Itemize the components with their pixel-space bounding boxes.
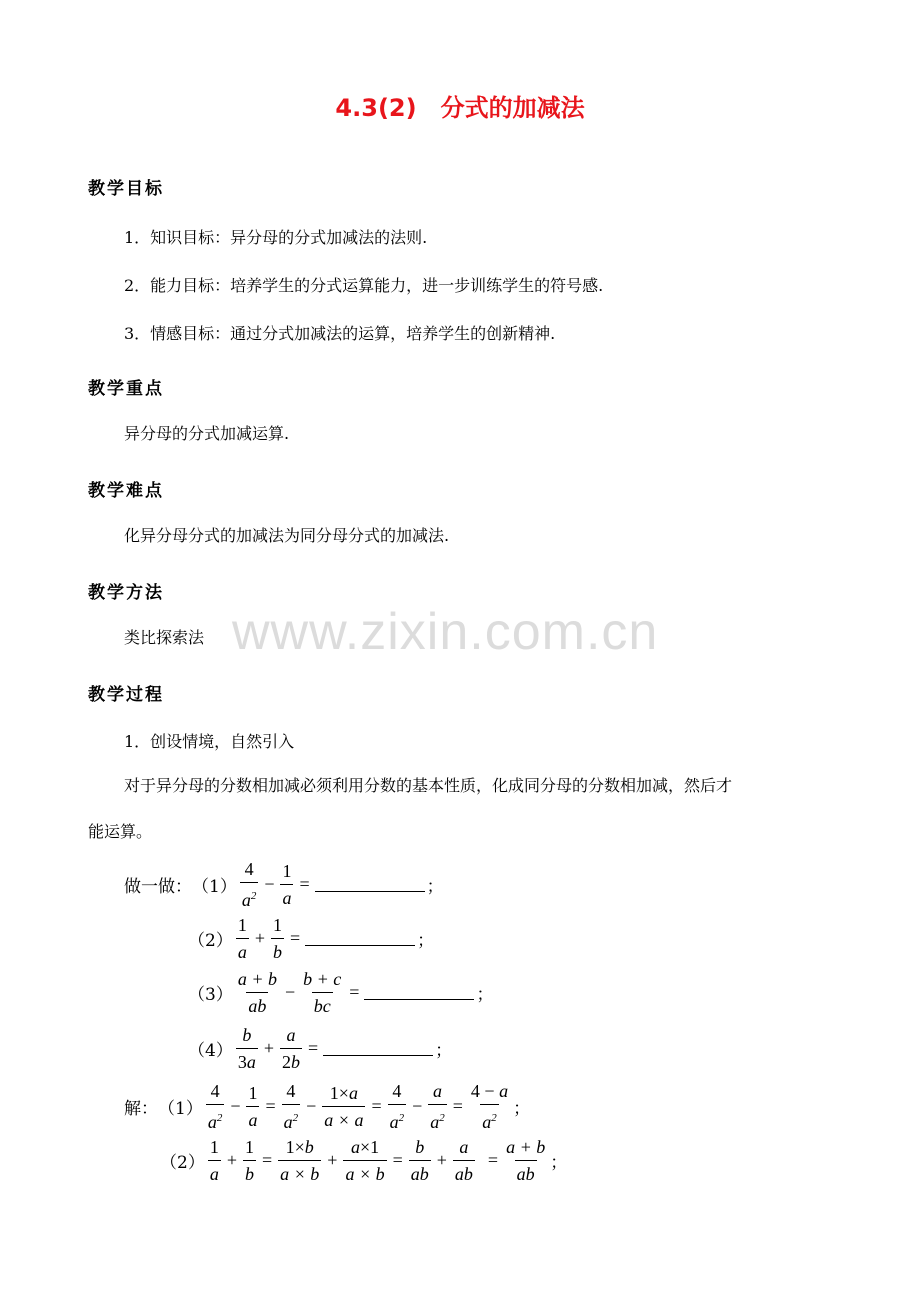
solution-2: （2） $\frac{1}{a}$ + $\frac{1}{b}$ = $\frac{1\times b}{a \times b}$ + $\frac{a\times 1}{a \times b}$ = $\frac{b}{ab}$ + $\frac{a}{ab}$ = $\frac{a + b}{ab}$ ； [160, 1137, 568, 1184]
answer-blank [315, 877, 425, 892]
fraction: $\frac{1\times a}{a \times a}$ [324, 1083, 364, 1130]
fraction: $\frac{1}{a}$ [282, 861, 292, 908]
heading-goals: 教学目标 [88, 179, 164, 199]
process-paragraph-line2: 能运算。 [88, 822, 153, 841]
fraction: $\frac{1}{a}$ [209, 1137, 219, 1184]
heading-difficulty: 教学难点 [88, 481, 164, 501]
process-step-1: 1．创设情境，自然引入 [124, 732, 295, 751]
exercise-4-number: （4） [188, 1041, 233, 1061]
heading-key: 教学重点 [88, 379, 164, 399]
fraction: $\frac{4}{a^2}$ [241, 859, 257, 910]
fraction: $\frac{4 - a}{a^2}$ [470, 1081, 509, 1132]
exercise-label: 做一做： [124, 877, 192, 897]
fraction: $\frac{1}{a}$ [237, 915, 247, 962]
fraction: $\frac{1\times b}{a \times b}$ [280, 1137, 320, 1184]
fraction: $\frac{1}{a}$ [248, 1083, 258, 1130]
fraction: $\frac{a}{2b}$ [281, 1025, 300, 1072]
solution-1: 解： （1） $\frac{4}{a^2}$ − $\frac{1}{a}$ = $\frac{4}{a^2}$ − $\frac{1\times a}{a \times a}$ = $\frac{4}{a^2}$ − $\frac{a}{a^2}$ = $\frac{4 - a}{a^2}$ ； [124, 1081, 531, 1132]
fraction: $\frac{b + c}{bc}$ [303, 969, 342, 1016]
fraction: $\frac{a}{a^2}$ [430, 1081, 445, 1132]
fraction: $\frac{4}{a^2}$ [283, 1081, 299, 1132]
fraction: $\frac{a + b}{ab}$ [237, 969, 277, 1016]
fraction: $\frac{a}{ab}$ [454, 1137, 473, 1184]
exercise-3-number: （3） [188, 985, 233, 1005]
fraction: $\frac{4}{a^2}$ [389, 1081, 405, 1132]
solution-label: 解： [124, 1099, 158, 1119]
fraction: $\frac{b}{ab}$ [410, 1137, 429, 1184]
answer-blank [305, 931, 415, 946]
process-paragraph-line1: 对于异分母的分数相加减必须利用分数的基本性质，化成同分母的分数相加减，然后才 [124, 776, 733, 795]
answer-blank [364, 985, 474, 1000]
difficulty-text: 化异分母分式的加减法为同分母分式的加减法. [124, 526, 450, 545]
watermark: www.zixin.com.cn [232, 603, 659, 661]
exercise-2-number: （2） [188, 931, 233, 951]
answer-blank [323, 1041, 433, 1056]
exercise-1-number: （1） [192, 877, 237, 897]
key-text: 异分母的分式加减运算. [124, 424, 290, 443]
fraction: $\frac{a\times 1}{a \times b}$ [345, 1137, 385, 1184]
heading-method: 教学方法 [88, 583, 164, 603]
exercise-2: （2） $\frac{1}{a}$ + $\frac{1}{b}$ = ； [188, 915, 435, 962]
goal-item-1: 1．知识目标：异分母的分式加减法的法则. [124, 228, 428, 247]
fraction: $\frac{1}{b}$ [272, 915, 282, 962]
exercise-3: （3） $\frac{a + b}{ab}$ − $\frac{b + c}{bc}$ = ； [188, 969, 494, 1016]
method-text: 类比探索法 [124, 628, 205, 647]
solution-2-number: （2） [160, 1153, 205, 1173]
heading-process: 教学过程 [88, 685, 164, 705]
goal-item-3: 3．情感目标：通过分式加减法的运算，培养学生的创新精神. [124, 324, 556, 343]
solution-1-number: （1） [158, 1099, 203, 1119]
goal-item-2: 2．能力目标：培养学生的分式运算能力，进一步训练学生的符号感. [124, 276, 604, 295]
fraction: $\frac{a + b}{ab}$ [506, 1137, 546, 1184]
fraction: $\frac{4}{a^2}$ [207, 1081, 223, 1132]
fraction: $\frac{1}{b}$ [244, 1137, 254, 1184]
exercise-4: （4） $\frac{b}{3a}$ + $\frac{a}{2b}$ = ； [188, 1025, 453, 1072]
page-title: 4.3(2) 分式的加减法 [335, 94, 585, 122]
exercise-1: 做一做： （1） $\frac{4}{a^2}$ − $\frac{1}{a}$ = ； [124, 859, 444, 910]
fraction: $\frac{b}{3a}$ [237, 1025, 256, 1072]
